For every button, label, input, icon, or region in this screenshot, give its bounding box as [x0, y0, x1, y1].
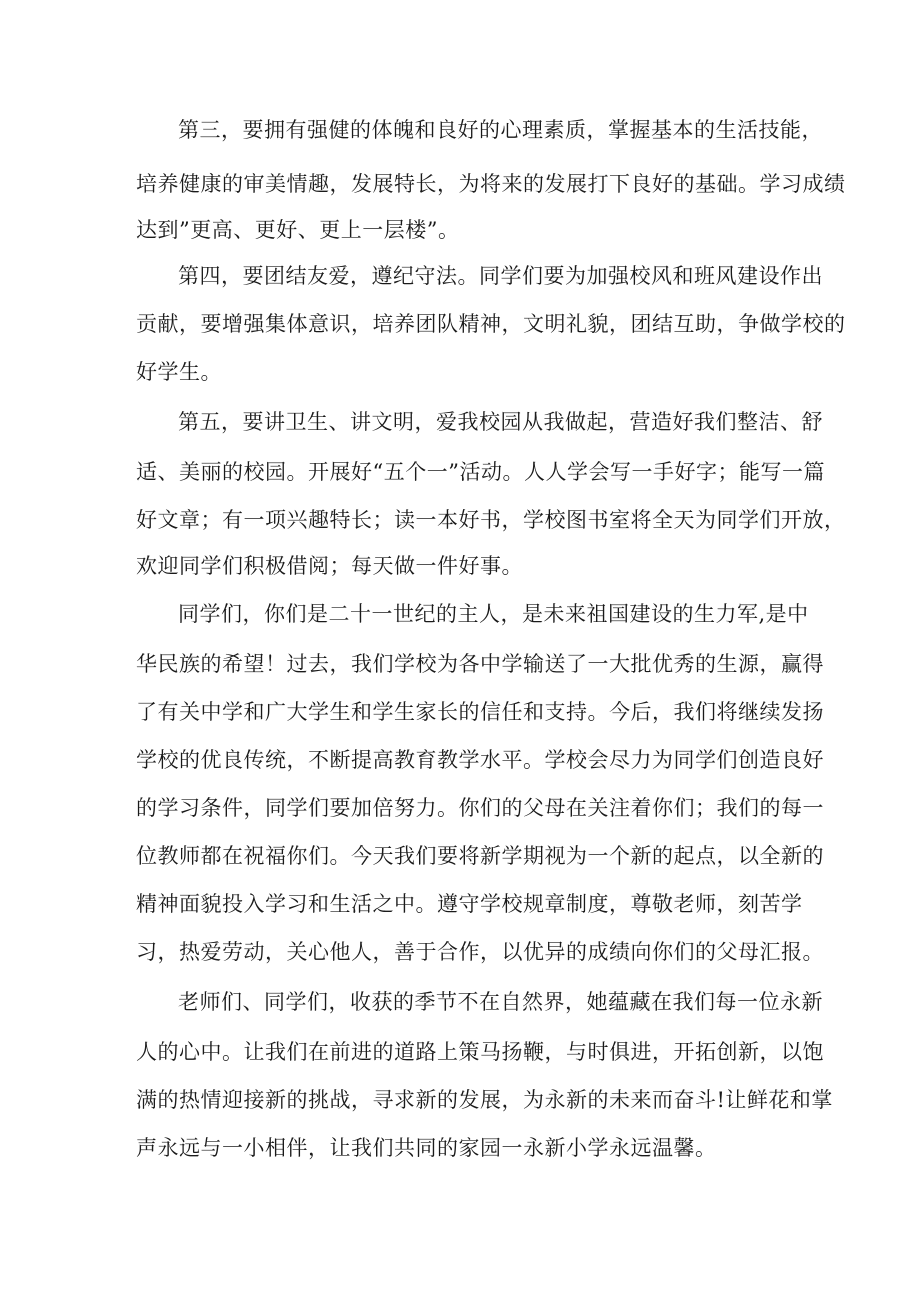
text-line: 老师们、同学们，收获的季节不在自然界，她蕴藏在我们每一位永新 [178, 990, 823, 1014]
text-line: 第三，要拥有强健的体魄和良好的心理素质，掌握基本的生活技能， [178, 118, 823, 142]
text-line: 贡献，要增强集体意识，培养团队精神，文明礼貌，团结互助，争做学校的 [136, 312, 846, 336]
text-line: 好学生。 [136, 360, 222, 384]
text-line: 华民族的希望！过去，我们学校为各中学输送了一大批优秀的生源，赢得 [136, 652, 824, 676]
text-line: 第四，要团结友爱，遵纪守法。同学们要为加强校风和班风建设作出 [178, 264, 823, 288]
text-line: 满的热情迎接新的挑战，寻求新的发展，为永新的未来而奋斗!让鲜花和掌 [136, 1088, 833, 1112]
text-line: 欢迎同学们积极借阅；每天做一件好事。 [136, 554, 523, 578]
text-line: 学校的优良传统，不断提高教育教学水平。学校会尽力为同学们创造良好 [136, 748, 824, 772]
text-line: 达到”更高、更好、更上一层楼”。 [136, 218, 460, 242]
text-line: 培养健康的审美情趣，发展特长，为将来的发展打下良好的基础。学习成绩 [136, 172, 846, 196]
text-line: 声永远与一小相伴，让我们共同的家园一永新小学永远温馨。 [136, 1136, 717, 1160]
text-line: 习，热爱劳动，关心他人，善于合作，以优异的成绩向你们的父母汇报。 [136, 940, 824, 964]
text-line: 同学们，你们是二十一世纪的主人，是未来祖国建设的生力军,是中 [178, 602, 809, 626]
text-line: 的学习条件，同学们要加倍努力。你们的父母在关注着你们；我们的每一 [136, 796, 824, 820]
text-line: 了有关中学和广大学生和学生家长的信任和支持。今后，我们将继续发扬 [136, 700, 824, 724]
text-line: 精神面貌投入学习和生活之中。遵守学校规章制度，尊敬老师，刻苦学 [136, 892, 803, 916]
text-line: 好文章；有一项兴趣特长；读一本好书，学校图书室将全天为同学们开放， [136, 508, 846, 532]
text-line: 位教师都在祝福你们。今天我们要将新学期视为一个新的起点，以全新的 [136, 844, 824, 868]
text-line: 第五，要讲卫生、讲文明，爱我校园从我做起，营造好我们整洁、舒 [178, 410, 823, 434]
text-line: 人的心中。让我们在前进的道路上策马扬鞭，与时俱进，开拓创新，以饱 [136, 1040, 824, 1064]
text-line: 适、美丽的校园。开展好“五个一”活动。人人学会写一手好字；能写一篇 [136, 460, 825, 484]
